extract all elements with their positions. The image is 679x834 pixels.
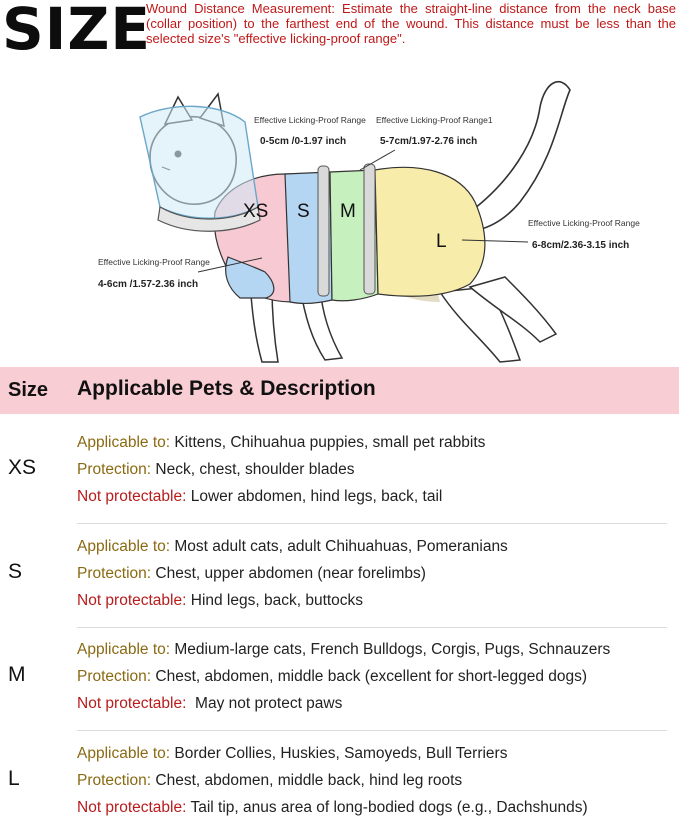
protection-line <box>77 772 462 790</box>
s-caption: Effective Licking-Proof Range <box>98 257 210 267</box>
applicable-label: Applicable to: <box>77 538 171 555</box>
protection-value: Chest, upper abdomen (near forelimbs) <box>151 565 426 582</box>
not-protectable-label: Not protectable: <box>77 695 187 712</box>
table-row <box>0 524 679 627</box>
applicable-line <box>77 745 507 763</box>
protection-label: Protection: <box>77 772 152 789</box>
not-protectable-line <box>77 488 442 506</box>
protection-label: Protection: <box>77 668 152 685</box>
applicable-value: Border Collies, Huskies, Samoyeds, Bull Terriers <box>170 745 508 762</box>
applicable-label: Applicable to: <box>77 641 171 658</box>
not-protectable-label: Not protectable: <box>77 488 187 505</box>
applicable-line <box>77 538 508 556</box>
cat-illustration <box>0 62 679 367</box>
s-range: 4-6cm /1.57-2.36 inch <box>98 279 199 290</box>
strap-1 <box>318 166 329 296</box>
applicable-line <box>77 641 610 659</box>
not-protectable-value: May not protect paws <box>186 695 343 712</box>
protection-label: Protection: <box>77 461 152 478</box>
zone-label-m: M <box>340 201 356 222</box>
protection-label: Protection: <box>77 565 152 582</box>
zone-label-xs: XS <box>243 201 269 222</box>
zone-label-l: L <box>436 231 447 252</box>
applicable-line <box>77 434 485 452</box>
table-header <box>0 367 679 414</box>
protection-value: Chest, abdomen, middle back, hind leg roots <box>151 772 463 789</box>
not-protectable-value: Hind legs, back, buttocks <box>186 592 364 609</box>
not-protectable-label: Not protectable: <box>77 799 187 816</box>
size-code: M <box>8 663 26 686</box>
protection-value: Chest, abdomen, middle back (excellent for short-legged dogs) <box>151 668 588 685</box>
applicable-value: Kittens, Chihuahua puppies, small pet rabbits <box>170 434 486 451</box>
size-code: XS <box>8 456 37 479</box>
m-range: 5-7cm/1.97-2.76 inch <box>380 136 478 147</box>
zone-label-s: S <box>297 201 310 222</box>
size-code: S <box>8 560 23 583</box>
table-row <box>0 627 679 730</box>
xs-caption: Effective Licking-Proof Range <box>254 115 366 125</box>
cat-size-diagram <box>0 62 679 367</box>
column-size: Size <box>8 379 49 401</box>
l-range: 6-8cm/2.36-3.15 inch <box>532 240 630 251</box>
measurement-instructions: Wound Distance Measurement: Estimate the straight-line distance from the neck base (collar position) to the farthest end of the wound. This distance must be less than the selected size's "effective licking-proof range". <box>146 1 676 46</box>
not-protectable-line <box>77 695 342 713</box>
column-description: Applicable Pets & Description <box>77 377 376 400</box>
zone-l <box>375 167 485 296</box>
size-code: L <box>8 767 20 790</box>
xs-range: 0-5cm /0-1.97 inch <box>260 136 347 147</box>
protection-line <box>77 461 354 479</box>
table-row <box>0 420 679 523</box>
applicable-label: Applicable to: <box>77 434 171 451</box>
applicable-value: Medium-large cats, French Bulldogs, Corgis, Pugs, Schnauzers <box>170 641 611 658</box>
not-protectable-value: Tail tip, anus area of long-bodied dogs (e.g., Dachshunds) <box>186 799 588 816</box>
not-protectable-value: Lower abdomen, hind legs, back, tail <box>186 488 443 505</box>
tail-shape <box>470 82 570 230</box>
m-caption: Effective Licking-Proof Range1 <box>376 115 493 125</box>
protection-line <box>77 565 426 583</box>
strap-2 <box>364 164 375 294</box>
l-caption: Effective Licking-Proof Range <box>528 218 640 228</box>
header <box>0 0 679 63</box>
not-protectable-line <box>77 592 363 610</box>
not-protectable-line <box>77 799 588 817</box>
m-leader <box>360 150 395 170</box>
not-protectable-label: Not protectable: <box>77 592 187 609</box>
cone-collar <box>140 106 258 218</box>
protection-value: Neck, chest, shoulder blades <box>151 461 355 478</box>
applicable-label: Applicable to: <box>77 745 171 762</box>
protection-line <box>77 668 587 686</box>
page-title: SIZE <box>2 0 152 63</box>
applicable-value: Most adult cats, adult Chihuahuas, Pomeranians <box>170 538 508 555</box>
